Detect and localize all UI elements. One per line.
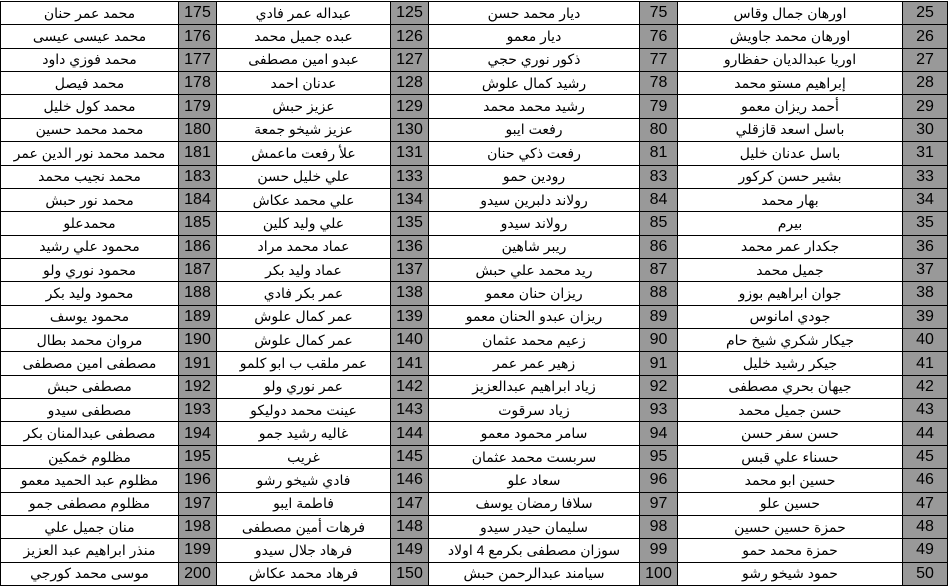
- name-cell: محمدعلو: [1, 212, 179, 235]
- name-cell: محمود علي رشيد: [1, 235, 179, 258]
- table-row: [1, 422, 948, 445]
- number-cell: 191: [179, 352, 217, 375]
- name-cell: ريد محمد علي حبش: [429, 258, 640, 281]
- name-cell: محمد عيسى عيسى: [1, 25, 179, 48]
- number-cell: 35: [903, 212, 948, 235]
- name-cell: سعاد علو: [429, 469, 640, 492]
- number-cell: 89: [640, 305, 678, 328]
- number-cell: 145: [391, 445, 429, 468]
- name-cell: غاليه رشيد جمو: [217, 422, 391, 445]
- number-cell: 38: [903, 282, 948, 305]
- name-cell: منان جميل علي: [1, 515, 179, 538]
- table-row: [1, 469, 948, 492]
- name-cell: رفعت ذكي حنان: [429, 142, 640, 165]
- number-cell: 84: [640, 188, 678, 211]
- name-cell: محمود وليد بكر: [1, 282, 179, 305]
- number-cell: 83: [640, 165, 678, 188]
- number-cell: 133: [391, 165, 429, 188]
- number-cell: 200: [179, 562, 217, 585]
- name-cell: حسن جميل محمد: [678, 399, 903, 422]
- number-cell: 180: [179, 118, 217, 141]
- number-cell: 27: [903, 48, 948, 71]
- number-cell: 144: [391, 422, 429, 445]
- name-cell: منذر ابراهيم عبد العزيز: [1, 539, 179, 562]
- name-cell: عبده جميل محمد: [217, 25, 391, 48]
- name-cell: فرهات أمين مصطفى: [217, 515, 391, 538]
- name-cell: جودي امانوس: [678, 305, 903, 328]
- name-cell: جكدار عمر محمد: [678, 235, 903, 258]
- number-cell: 139: [391, 305, 429, 328]
- number-cell: 140: [391, 329, 429, 352]
- number-cell: 37: [903, 258, 948, 281]
- number-cell: 142: [391, 375, 429, 398]
- name-cell: جيكار شكري شيخ حام: [678, 329, 903, 352]
- name-cell: باسل عدنان خليل: [678, 142, 903, 165]
- name-cell: رفعت ايبو: [429, 118, 640, 141]
- name-cell: محمد نجيب محمد: [1, 165, 179, 188]
- name-cell: ريبر شاهين: [429, 235, 640, 258]
- number-cell: 175: [179, 2, 217, 25]
- number-cell: 25: [903, 2, 948, 25]
- table-row: [1, 258, 948, 281]
- number-cell: 48: [903, 515, 948, 538]
- name-cell: أحمد ريزان معمو: [678, 95, 903, 118]
- name-cell: غريب: [217, 445, 391, 468]
- table-row: [1, 562, 948, 585]
- number-cell: 135: [391, 212, 429, 235]
- table-row: [1, 142, 948, 165]
- name-cell: مظلوم مصطفى جمو: [1, 492, 179, 515]
- number-cell: 138: [391, 282, 429, 305]
- name-cell: حسن سفر حسن: [678, 422, 903, 445]
- name-cell: اوريا عبدالديان حفظارو: [678, 48, 903, 71]
- name-cell: محمد عمر حنان: [1, 2, 179, 25]
- name-cell: عمر كمال علوش: [217, 305, 391, 328]
- table-row: [1, 445, 948, 468]
- number-cell: 98: [640, 515, 678, 538]
- number-cell: 196: [179, 469, 217, 492]
- name-cell: حمزة حسين حسين: [678, 515, 903, 538]
- number-cell: 44: [903, 422, 948, 445]
- name-cell: اورهان جمال وقاس: [678, 2, 903, 25]
- number-cell: 79: [640, 95, 678, 118]
- number-cell: 100: [640, 562, 678, 585]
- name-cell: عمر بكر فادي: [217, 282, 391, 305]
- number-cell: 192: [179, 375, 217, 398]
- name-cell: محمد فوزي داود: [1, 48, 179, 71]
- number-cell: 88: [640, 282, 678, 305]
- number-cell: 92: [640, 375, 678, 398]
- number-cell: 137: [391, 258, 429, 281]
- name-cell: مصطفى حبش: [1, 375, 179, 398]
- name-cell: مصطفى عبدالمنان بكر: [1, 422, 179, 445]
- number-cell: 185: [179, 212, 217, 235]
- number-cell: 131: [391, 142, 429, 165]
- name-cell: رولاند دلبرين سيدو: [429, 188, 640, 211]
- table-row: [1, 399, 948, 422]
- name-cell: عمر ملقب ب ابو كلمو: [217, 352, 391, 375]
- name-cell: محمد فيصل: [1, 72, 179, 95]
- table-row: [1, 375, 948, 398]
- name-cell: فرهاد جلال سيدو: [217, 539, 391, 562]
- name-cell: عمر نوري ولو: [217, 375, 391, 398]
- name-cell: مصطفى سيدو: [1, 399, 179, 422]
- name-cell: إبراهيم مستو محمد: [678, 72, 903, 95]
- name-cell: عمر كمال علوش: [217, 329, 391, 352]
- number-cell: 194: [179, 422, 217, 445]
- number-cell: 40: [903, 329, 948, 352]
- name-cell: عبداله عمر فادي: [217, 2, 391, 25]
- name-cell: عماد محمد مراد: [217, 235, 391, 258]
- name-cell: علأ رفعت ماعمش: [217, 142, 391, 165]
- number-cell: 75: [640, 2, 678, 25]
- name-cell: مروان محمد بطال: [1, 329, 179, 352]
- name-cell: جميل محمد: [678, 258, 903, 281]
- number-cell: 86: [640, 235, 678, 258]
- number-cell: 189: [179, 305, 217, 328]
- number-cell: 150: [391, 562, 429, 585]
- number-cell: 36: [903, 235, 948, 258]
- number-cell: 136: [391, 235, 429, 258]
- table-row: [1, 539, 948, 562]
- number-cell: 195: [179, 445, 217, 468]
- number-cell: 77: [640, 48, 678, 71]
- number-cell: 186: [179, 235, 217, 258]
- table-row: [1, 235, 948, 258]
- name-cell: محمد كول خليل: [1, 95, 179, 118]
- number-cell: 42: [903, 375, 948, 398]
- number-cell: 125: [391, 2, 429, 25]
- number-cell: 130: [391, 118, 429, 141]
- name-cell: مظلوم خمكين: [1, 445, 179, 468]
- name-cell: فاطمة ايبو: [217, 492, 391, 515]
- number-cell: 95: [640, 445, 678, 468]
- table-row: [1, 305, 948, 328]
- number-cell: 39: [903, 305, 948, 328]
- name-cell: رشيد محمد محمد: [429, 95, 640, 118]
- name-cell: عماد وليد بكر: [217, 258, 391, 281]
- name-cell: سليمان حيدر سيدو: [429, 515, 640, 538]
- name-cell: زياد سرقوت: [429, 399, 640, 422]
- number-cell: 94: [640, 422, 678, 445]
- name-cell: محمود يوسف: [1, 305, 179, 328]
- name-cell: زعيم محمد عثمان: [429, 329, 640, 352]
- number-cell: 190: [179, 329, 217, 352]
- name-cell: حسين ابو محمد: [678, 469, 903, 492]
- table-row: [1, 212, 948, 235]
- name-cell: ريزان عبدو الحنان معمو: [429, 305, 640, 328]
- name-cell: جيهان بحري مصطفى: [678, 375, 903, 398]
- name-cell: علي محمد عكاش: [217, 188, 391, 211]
- name-cell: محمد محمد حسين: [1, 118, 179, 141]
- name-cell: بهار محمد: [678, 188, 903, 211]
- name-cell: زهير عمر عمر: [429, 352, 640, 375]
- name-cell: سامر محمود معمو: [429, 422, 640, 445]
- table-row: [1, 282, 948, 305]
- name-cell: حمزة محمد حمو: [678, 539, 903, 562]
- name-cell: عزيز شيخو جمعة: [217, 118, 391, 141]
- number-cell: 193: [179, 399, 217, 422]
- name-cell: حسناء علي قبس: [678, 445, 903, 468]
- number-cell: 49: [903, 539, 948, 562]
- table-row: [1, 72, 948, 95]
- name-cell: سلافا رمضان يوسف: [429, 492, 640, 515]
- number-cell: 30: [903, 118, 948, 141]
- name-cell: سوزان مصطفى بكرمع 4 اولاد: [429, 539, 640, 562]
- name-cell: مظلوم عبد الحميد معمو: [1, 469, 179, 492]
- number-cell: 129: [391, 95, 429, 118]
- number-cell: 149: [391, 539, 429, 562]
- name-cell: موسى محمد كورجي: [1, 562, 179, 585]
- name-cell: علي خليل حسن: [217, 165, 391, 188]
- name-cell: اورهان محمد جاويش: [678, 25, 903, 48]
- number-cell: 87: [640, 258, 678, 281]
- number-cell: 181: [179, 142, 217, 165]
- number-cell: 78: [640, 72, 678, 95]
- number-cell: 85: [640, 212, 678, 235]
- number-cell: 198: [179, 515, 217, 538]
- name-cell: رولاند سيدو: [429, 212, 640, 235]
- number-cell: 179: [179, 95, 217, 118]
- number-cell: 184: [179, 188, 217, 211]
- name-cell: فرهاد محمد عكاش: [217, 562, 391, 585]
- number-cell: 29: [903, 95, 948, 118]
- number-cell: 143: [391, 399, 429, 422]
- number-cell: 34: [903, 188, 948, 211]
- number-cell: 187: [179, 258, 217, 281]
- number-cell: 76: [640, 25, 678, 48]
- table-row: [1, 2, 948, 25]
- table-row: [1, 165, 948, 188]
- number-cell: 183: [179, 165, 217, 188]
- number-cell: 81: [640, 142, 678, 165]
- name-cell: محمد محمد نور الدين عمر: [1, 142, 179, 165]
- table-row: [1, 25, 948, 48]
- table-row: [1, 48, 948, 71]
- name-cell: زياد ابراهيم عبدالعزيز: [429, 375, 640, 398]
- name-cell: فادي شيخو رشو: [217, 469, 391, 492]
- number-cell: 126: [391, 25, 429, 48]
- table-row: [1, 118, 948, 141]
- roster-rows: [1, 2, 948, 586]
- name-cell: ديار محمد حسن: [429, 2, 640, 25]
- number-cell: 197: [179, 492, 217, 515]
- name-cell: عزيز حبش: [217, 95, 391, 118]
- number-cell: 28: [903, 72, 948, 95]
- name-cell: حسين علو: [678, 492, 903, 515]
- name-cell: عبدو امين مصطفى: [217, 48, 391, 71]
- name-cell: محمد نور حبش: [1, 188, 179, 211]
- number-cell: 97: [640, 492, 678, 515]
- number-cell: 188: [179, 282, 217, 305]
- number-cell: 177: [179, 48, 217, 71]
- number-cell: 148: [391, 515, 429, 538]
- number-cell: 176: [179, 25, 217, 48]
- number-cell: 41: [903, 352, 948, 375]
- number-cell: 99: [640, 539, 678, 562]
- number-cell: 141: [391, 352, 429, 375]
- name-cell: رشيد كمال علوش: [429, 72, 640, 95]
- name-cell: ذكور نوري حجي: [429, 48, 640, 71]
- table-row: [1, 329, 948, 352]
- name-cell: مصطفى امين مصطفى: [1, 352, 179, 375]
- name-cell: سيامند عبدالرحمن حبش: [429, 562, 640, 585]
- name-cell: حمود شيخو رشو: [678, 562, 903, 585]
- roster-table: [0, 1, 948, 586]
- name-cell: سربست محمد عثمان: [429, 445, 640, 468]
- name-cell: ريزان حنان معمو: [429, 282, 640, 305]
- number-cell: 93: [640, 399, 678, 422]
- name-cell: علي وليد كلين: [217, 212, 391, 235]
- table-row: [1, 352, 948, 375]
- table-row: [1, 492, 948, 515]
- name-cell: ديار معمو: [429, 25, 640, 48]
- number-cell: 128: [391, 72, 429, 95]
- number-cell: 26: [903, 25, 948, 48]
- number-cell: 45: [903, 445, 948, 468]
- number-cell: 90: [640, 329, 678, 352]
- number-cell: 127: [391, 48, 429, 71]
- name-cell: عدنان احمد: [217, 72, 391, 95]
- number-cell: 33: [903, 165, 948, 188]
- number-cell: 146: [391, 469, 429, 492]
- number-cell: 80: [640, 118, 678, 141]
- table-row: [1, 515, 948, 538]
- name-cell: محمود نوري ولو: [1, 258, 179, 281]
- number-cell: 96: [640, 469, 678, 492]
- name-cell: رودين حمو: [429, 165, 640, 188]
- name-cell: جيكر رشيد خليل: [678, 352, 903, 375]
- number-cell: 46: [903, 469, 948, 492]
- number-cell: 199: [179, 539, 217, 562]
- table-row: [1, 95, 948, 118]
- number-cell: 178: [179, 72, 217, 95]
- number-cell: 91: [640, 352, 678, 375]
- name-cell: باسل اسعد قازقلي: [678, 118, 903, 141]
- number-cell: 50: [903, 562, 948, 585]
- number-cell: 43: [903, 399, 948, 422]
- number-cell: 47: [903, 492, 948, 515]
- number-cell: 147: [391, 492, 429, 515]
- table-row: [1, 188, 948, 211]
- number-cell: 134: [391, 188, 429, 211]
- number-cell: 31: [903, 142, 948, 165]
- name-cell: عينت محمد دوليكو: [217, 399, 391, 422]
- name-cell: جوان ابراهيم بوزو: [678, 282, 903, 305]
- name-cell: بشير حسن كركور: [678, 165, 903, 188]
- name-cell: بيرم: [678, 212, 903, 235]
